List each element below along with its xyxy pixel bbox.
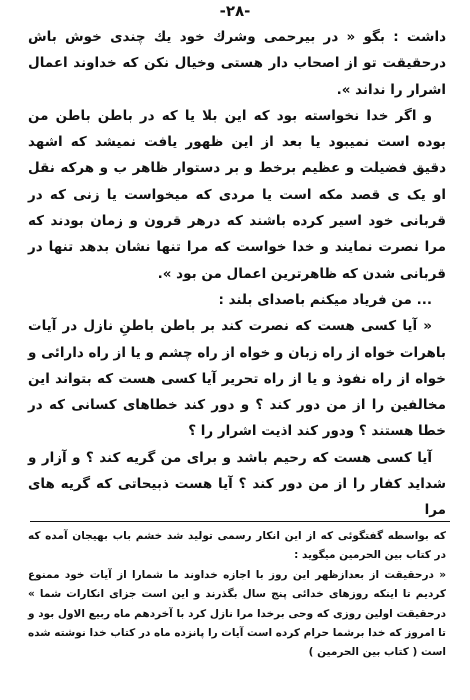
footnote-paragraph: « درحقیقت از بعدازظهر این روز با اجازه خداوند ما شمارا از آیات خود ممنوع کردیم تا اینکه روزهای خدائی پنج سال بگذرند و این است جزای انکارات شما » درحقیقت اولین روزی که وحی برخدا مرا نازل کرد با آخردهم ماه ربیع الاول بود و تا امروز که خدا برشما حرام کرده است آیات را پانزده ماه در کتاب خدا نوشته شده است ( کتاب بین الحرمین ) [28, 568, 446, 659]
paragraph: ... من فریاد میکنم باصدای بلند : [218, 291, 432, 308]
footnote [28, 527, 446, 663]
main-text [28, 24, 446, 524]
paragraph: داشت : بگو « در بیرحمی وشرك خود یك چندی خوش باش درحقیقت تو از اصحاب دار هستی وخیال نکن که خداوند اعمال اشرار را نداند ». [28, 29, 446, 98]
paragraph: « آیا کسی هست که نصرت کند بر باطن باطنِ نازل در آیات باهرات خواه از راه زبان و خواه از راه چشم و یا از راه دارائی و خواه از راه نفوذ و یا از راه تحریر آیا کسی هست که بتواند این مخالفین را از من دور کند ؟ و دور کند خطاهای کسانی که در خطا هستند ؟ ودور کند اذیت اشرار را ؟ [28, 318, 446, 440]
footnote-divider [30, 521, 450, 522]
page-number: -۲۸- [219, 2, 251, 20]
footnote-paragraph: که بواسطه گفتگوئی که از این انکار رسمی تولید شد خشم باب بهیجان آمده که در کتاب بین الحرمین میگوید : [28, 530, 446, 562]
paragraph: و اگر خدا نخواسته بود که این بلا یا که در باطن باطن من بوده است نمیبود یا بعد از این ظهور یافت نمیشد که اشهد دقیق فضیلت و عظیم برخط و بر دستوار ظاهر ب و هرکه نقل او یک ی قصد مکه است یا مردی که میخواست یا زنی که در قربانی خود اسیر کرده باشند که درهر قرون و زمان بودند که مرا نصرت نمایند و خدا خواست که مرا تنها نشان بدهد تنها در قربانی شدن که ظاهرترین اعمال من بود ». [28, 107, 446, 282]
paragraph: آیا کسی هست که رحیم باشد و برای من گریه کند ؟ و آزار و شداید کفار را از من دور کند ؟ آیا هست ذبیحاتی که گریه های مرا [28, 449, 446, 519]
